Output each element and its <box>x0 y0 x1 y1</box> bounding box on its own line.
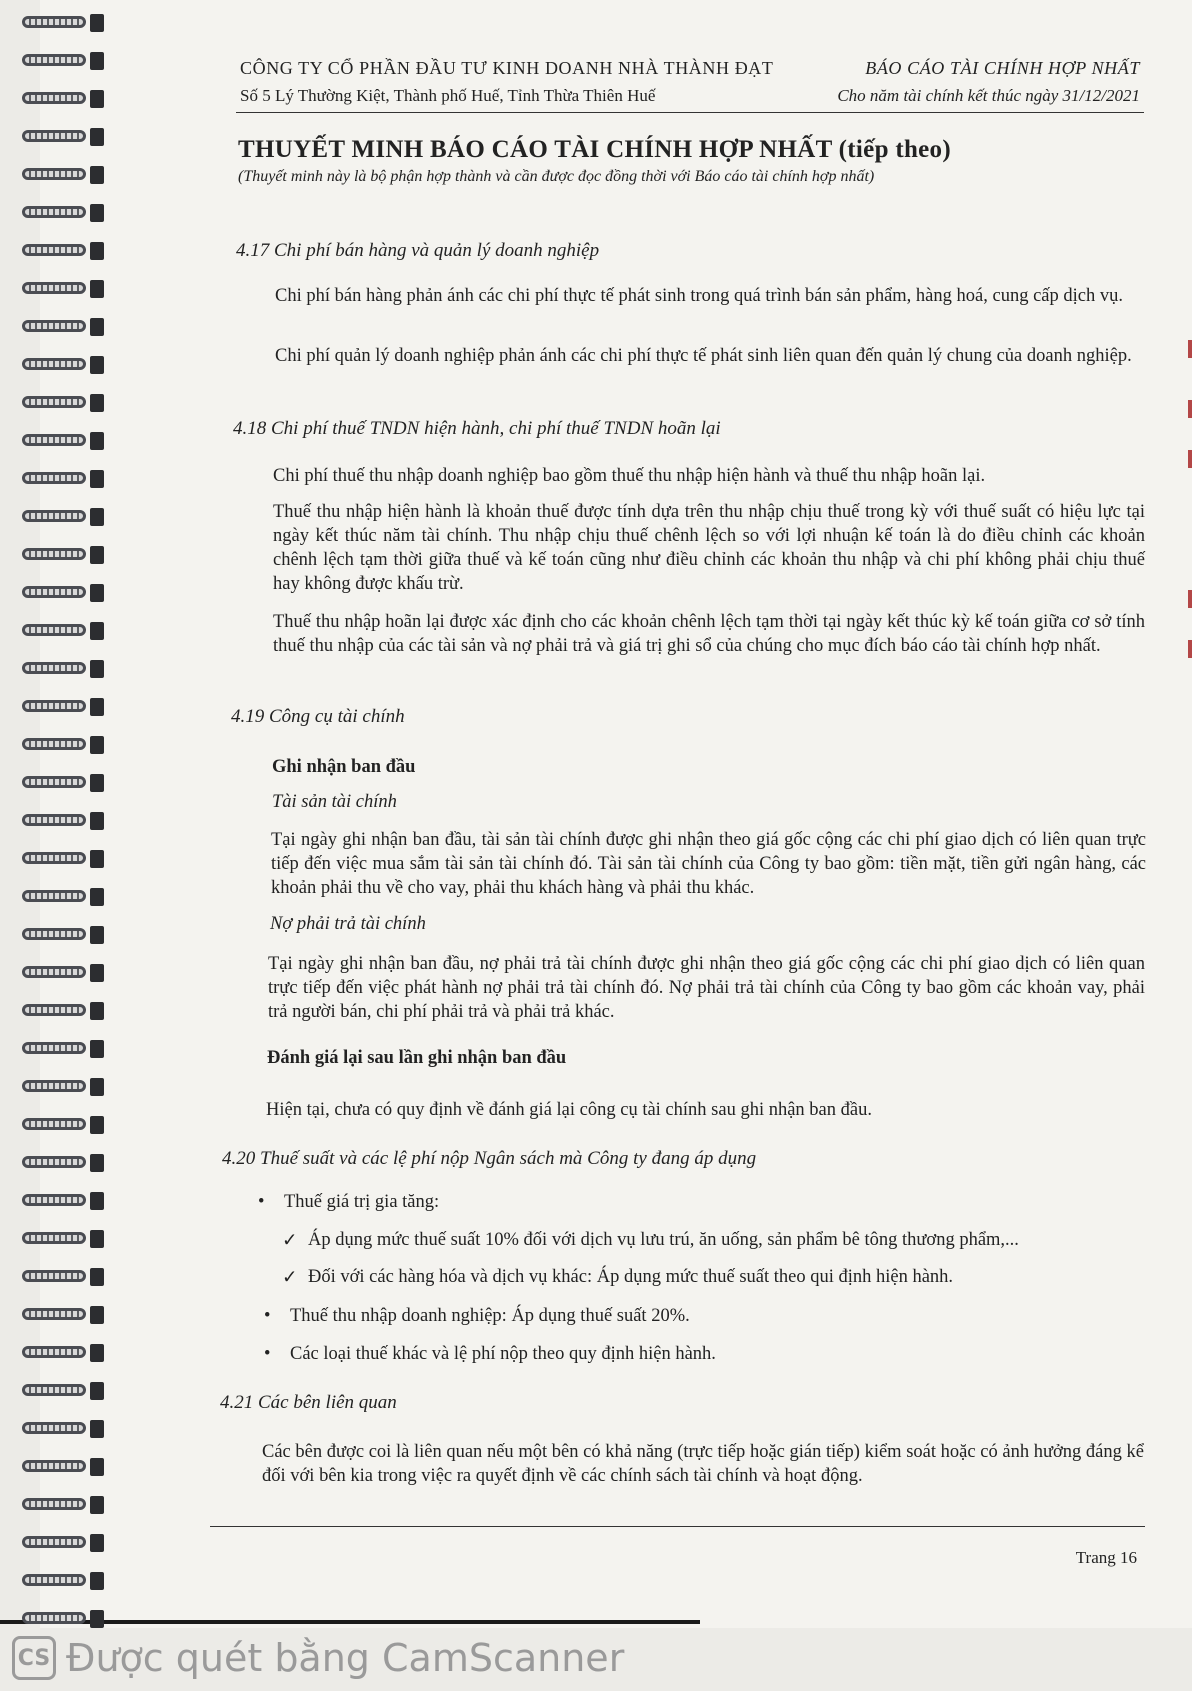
section-418-p3: Thuế thu nhập hoãn lại được xác định cho các khoản chênh lệch tạm thời tại ngày kết thúc kỳ kế toán giữa cơ sở tính thuế thu nhập của các tài sản và nợ phải trả và giá trị ghi sổ của chúng cho mục đích báo cáo tài chính hợp nhất. <box>273 612 1145 656</box>
checkmark-icon: ✓ <box>282 1231 298 1251</box>
punch-hole <box>90 850 104 868</box>
punch-hole <box>90 470 104 488</box>
coil-loop <box>22 700 86 712</box>
punch-hole <box>90 888 104 906</box>
punch-hole <box>90 812 104 830</box>
page-subtitle: (Thuyết minh này là bộ phận hợp thành và cần được đọc đồng thời với Báo cáo tài chính hợp nhất) <box>238 168 875 185</box>
footer-divider <box>210 1526 1145 1527</box>
section-420-bullet-1 <box>258 1192 440 1213</box>
spiral-coil <box>22 1532 102 1554</box>
punch-hole <box>90 622 104 640</box>
coil-loop <box>22 282 86 294</box>
header-company: CÔNG TY CỔ PHẦN ĐẦU TƯ KINH DOANH NHÀ THÀNH ĐẠT <box>240 58 774 78</box>
section-419-sub1a: Tài sản tài chính <box>272 792 397 812</box>
coil-loop <box>22 852 86 864</box>
punch-hole <box>90 52 104 70</box>
coil-loop <box>22 168 86 180</box>
coil-loop <box>22 928 86 940</box>
spiral-coil <box>22 316 102 338</box>
coil-loop <box>22 92 86 104</box>
coil-loop <box>22 624 86 636</box>
punch-hole <box>90 698 104 716</box>
spiral-coil <box>22 1114 102 1136</box>
coil-loop <box>22 1194 86 1206</box>
header-address: Số 5 Lý Thường Kiệt, Thành phố Huế, Tỉnh Thừa Thiên Huế <box>240 86 656 105</box>
spiral-coil <box>22 506 102 528</box>
camscanner-logo-icon: CS <box>12 1636 56 1680</box>
punch-hole <box>90 90 104 108</box>
coil-loop <box>22 814 86 826</box>
coil-loop <box>22 662 86 674</box>
punch-hole <box>90 584 104 602</box>
punch-hole <box>90 280 104 298</box>
header-divider <box>236 112 1144 113</box>
punch-hole <box>90 546 104 564</box>
coil-loop <box>22 1612 86 1624</box>
section-419-p1: Tại ngày ghi nhận ban đầu, tài sản tài chính được ghi nhận theo giá gốc cộng các chi phí giao dịch có liên quan trực tiếp đến việc mua sắm tài sản tài chính đó. Tài sản tài chính của Công ty bao gồm: tiền mặt, tiền gửi ngân hàng, các khoản phải thu về cho vay, phải thu khách hàng và phải thu khác. <box>271 830 1146 898</box>
section-419-p3: Hiện tại, chưa có quy định về đánh giá lại công cụ tài chính sau ghi nhận ban đầu. <box>266 1100 872 1120</box>
check-text: Áp dụng mức thuế suất 10% đối với dịch vụ lưu trú, ăn uống, sản phẩm bê tông thương phẩm,... <box>308 1230 1019 1250</box>
punch-hole <box>90 1306 104 1324</box>
coil-loop <box>22 510 86 522</box>
spiral-coil <box>22 1038 102 1060</box>
checkmark-icon: ✓ <box>282 1268 298 1288</box>
spiral-coil <box>22 962 102 984</box>
punch-hole <box>90 1572 104 1590</box>
spiral-coil <box>22 696 102 718</box>
coil-loop <box>22 472 86 484</box>
coil-loop <box>22 1080 86 1092</box>
spiral-coil <box>22 886 102 908</box>
section-419-sub1: Ghi nhận ban đầu <box>272 757 416 777</box>
coil-loop <box>22 130 86 142</box>
spiral-coil <box>22 1380 102 1402</box>
spiral-coil <box>22 620 102 642</box>
spiral-coil <box>22 582 102 604</box>
spiral-coil <box>22 544 102 566</box>
section-419-sub1b: Nợ phải trả tài chính <box>270 914 426 934</box>
section-418-p2: Thuế thu nhập hiện hành là khoản thuế được tính dựa trên thu nhập chịu thuế trong kỳ với thuế suất có hiệu lực tại ngày kết thúc năm tài chính. Thu nhập chịu thuế chênh lệch so với lợi nhuận kế toán là do điều chỉnh các khoản chênh lệch tạm thời giữa thuế và kế toán cũng như điều chỉnh các khoản thu nhập và chi phí không phải chịu thuế hay không được khấu trừ. <box>273 502 1145 594</box>
camscanner-watermark <box>12 1630 624 1686</box>
spiral-coil <box>22 1608 102 1630</box>
coil-loop <box>22 1270 86 1282</box>
coil-loop <box>22 1156 86 1168</box>
spiral-coil <box>22 1418 102 1440</box>
punch-hole <box>90 1192 104 1210</box>
punch-hole <box>90 1154 104 1172</box>
spiral-coil <box>22 810 102 832</box>
coil-loop <box>22 1042 86 1054</box>
coil-loop <box>22 1498 86 1510</box>
spiral-coil <box>22 430 102 452</box>
punch-hole <box>90 926 104 944</box>
coil-loop <box>22 890 86 902</box>
bullet-text: Thuế thu nhập doanh nghiệp: Áp dụng thuế suất 20%. <box>290 1306 690 1326</box>
spiral-coil <box>22 734 102 756</box>
spiral-coil <box>22 848 102 870</box>
coil-loop <box>22 244 86 256</box>
spiral-coil <box>22 1304 102 1326</box>
punch-hole <box>90 1078 104 1096</box>
coil-loop <box>22 358 86 370</box>
coil-loop <box>22 1574 86 1586</box>
section-419-heading: 4.19 Công cụ tài chính <box>231 706 405 727</box>
section-420-heading: 4.20 Thuế suất và các lệ phí nộp Ngân sách mà Công ty đang áp dụng <box>222 1148 757 1169</box>
coil-loop <box>22 396 86 408</box>
section-420-bullet-2 <box>264 1306 690 1327</box>
coil-loop <box>22 1460 86 1472</box>
spiral-coil <box>22 354 102 376</box>
punch-hole <box>90 1458 104 1476</box>
spiral-coil <box>22 278 102 300</box>
punch-hole <box>90 1002 104 1020</box>
coil-loop <box>22 966 86 978</box>
punch-hole <box>90 1116 104 1134</box>
punch-hole <box>90 1230 104 1248</box>
spiral-coil <box>22 1152 102 1174</box>
bullet-dot-icon: • <box>264 1344 271 1364</box>
coil-loop <box>22 320 86 332</box>
section-417-heading: 4.17 Chi phí bán hàng và quản lý doanh nghiệp <box>236 240 600 261</box>
header-period: Cho năm tài chính kết thúc ngày 31/12/2021 <box>837 86 1140 105</box>
section-420-check-1 <box>282 1230 1019 1251</box>
section-417-p1: Chi phí bán hàng phản ánh các chi phí thực tế phát sinh trong quá trình bán sản phẩm, hàng hoá, cung cấp dịch vụ. <box>275 286 1123 306</box>
spiral-binding <box>0 0 110 1628</box>
spiral-coil <box>22 1000 102 1022</box>
section-419-p2: Tại ngày ghi nhận ban đầu, nợ phải trả tài chính được ghi nhận theo giá gốc cộng các chi phí giao dịch có liên quan trực tiếp đến việc phát hành nợ phải trả tài chính đó. Nợ phải trả tài chính của Công ty bao gồm các khoản vay, phải trả người bán, chi phí phải trả và phải trả khác. <box>268 954 1145 1022</box>
punch-hole <box>90 774 104 792</box>
section-419-sub2: Đánh giá lại sau lần ghi nhận ban đầu <box>267 1048 567 1068</box>
coil-loop <box>22 586 86 598</box>
watermark-text: Được quét bằng CamScanner <box>66 1636 625 1680</box>
spiral-coil <box>22 1570 102 1592</box>
punch-hole <box>90 356 104 374</box>
spiral-coil <box>22 202 102 224</box>
spiral-coil <box>22 50 102 72</box>
section-417-p2: Chi phí quản lý doanh nghiệp phản ánh các chi phí thực tế phát sinh liên quan đến quản lý chung của doanh nghiệp. <box>275 346 1132 366</box>
punch-hole <box>90 1496 104 1514</box>
spiral-coil <box>22 1076 102 1098</box>
coil-loop <box>22 548 86 560</box>
coil-loop <box>22 54 86 66</box>
spiral-coil <box>22 658 102 680</box>
spiral-coil <box>22 1228 102 1250</box>
spiral-coil <box>22 126 102 148</box>
coil-loop <box>22 206 86 218</box>
coil-loop <box>22 1118 86 1130</box>
coil-loop <box>22 1422 86 1434</box>
spiral-coil <box>22 392 102 414</box>
punch-hole <box>90 1382 104 1400</box>
bullet-text: Các loại thuế khác và lệ phí nộp theo quy định hiện hành. <box>290 1344 716 1364</box>
check-text: Đối với các hàng hóa và dịch vụ khác: Áp dụng mức thuế suất theo qui định hiện hành. <box>308 1267 954 1287</box>
punch-hole <box>90 1610 104 1628</box>
punch-hole <box>90 1534 104 1552</box>
spiral-coil <box>22 924 102 946</box>
punch-hole <box>90 14 104 32</box>
punch-hole <box>90 242 104 260</box>
punch-hole <box>90 318 104 336</box>
bullet-dot-icon: • <box>264 1306 271 1326</box>
bullet-text: Thuế giá trị gia tăng: <box>284 1192 440 1212</box>
coil-loop <box>22 776 86 788</box>
punch-hole <box>90 166 104 184</box>
bullet-dot-icon: • <box>258 1192 265 1212</box>
page-title: THUYẾT MINH BÁO CÁO TÀI CHÍNH HỢP NHẤT (tiếp theo) <box>238 136 951 163</box>
spiral-coil <box>22 88 102 110</box>
page-edge-marks <box>1184 340 1192 740</box>
punch-hole <box>90 964 104 982</box>
spiral-coil <box>22 1266 102 1288</box>
punch-hole <box>90 660 104 678</box>
spiral-coil <box>22 240 102 262</box>
section-421-p1: Các bên được coi là liên quan nếu một bên có khả năng (trực tiếp hoặc gián tiếp) kiểm soát hoặc có ảnh hưởng đáng kể đối với bên kia trong việc ra quyết định về các chính sách tài chính và hoạt động. <box>262 1442 1144 1486</box>
coil-loop <box>22 1346 86 1358</box>
coil-loop <box>22 1308 86 1320</box>
section-420-bullet-3 <box>264 1344 716 1365</box>
spiral-coil <box>22 12 102 34</box>
section-421-heading: 4.21 Các bên liên quan <box>220 1392 397 1413</box>
spiral-coil <box>22 1190 102 1212</box>
punch-hole <box>90 204 104 222</box>
spiral-coil <box>22 468 102 490</box>
section-418-heading: 4.18 Chi phí thuế TNDN hiện hành, chi phí thuế TNDN hoãn lại <box>233 418 721 439</box>
coil-loop <box>22 1536 86 1548</box>
spiral-coil <box>22 164 102 186</box>
punch-hole <box>90 1344 104 1362</box>
punch-hole <box>90 736 104 754</box>
coil-loop <box>22 1384 86 1396</box>
punch-hole <box>90 128 104 146</box>
spiral-coil <box>22 772 102 794</box>
spiral-coil <box>22 1342 102 1364</box>
coil-loop <box>22 434 86 446</box>
header-report: BÁO CÁO TÀI CHÍNH HỢP NHẤT <box>865 58 1140 78</box>
coil-loop <box>22 1004 86 1016</box>
spiral-coil <box>22 1456 102 1478</box>
punch-hole <box>90 1040 104 1058</box>
document-page <box>40 0 1192 1628</box>
page-number: Trang 16 <box>1075 1548 1137 1567</box>
punch-hole <box>90 1268 104 1286</box>
coil-loop <box>22 738 86 750</box>
section-418-p1: Chi phí thuế thu nhập doanh nghiệp bao gồm thuế thu nhập hiện hành và thuế thu nhập hoãn lại. <box>273 466 986 486</box>
punch-hole <box>90 508 104 526</box>
spiral-coil <box>22 1494 102 1516</box>
punch-hole <box>90 1420 104 1438</box>
coil-loop <box>22 1232 86 1244</box>
punch-hole <box>90 394 104 412</box>
section-420-check-2 <box>282 1267 954 1288</box>
punch-hole <box>90 432 104 450</box>
coil-loop <box>22 16 86 28</box>
